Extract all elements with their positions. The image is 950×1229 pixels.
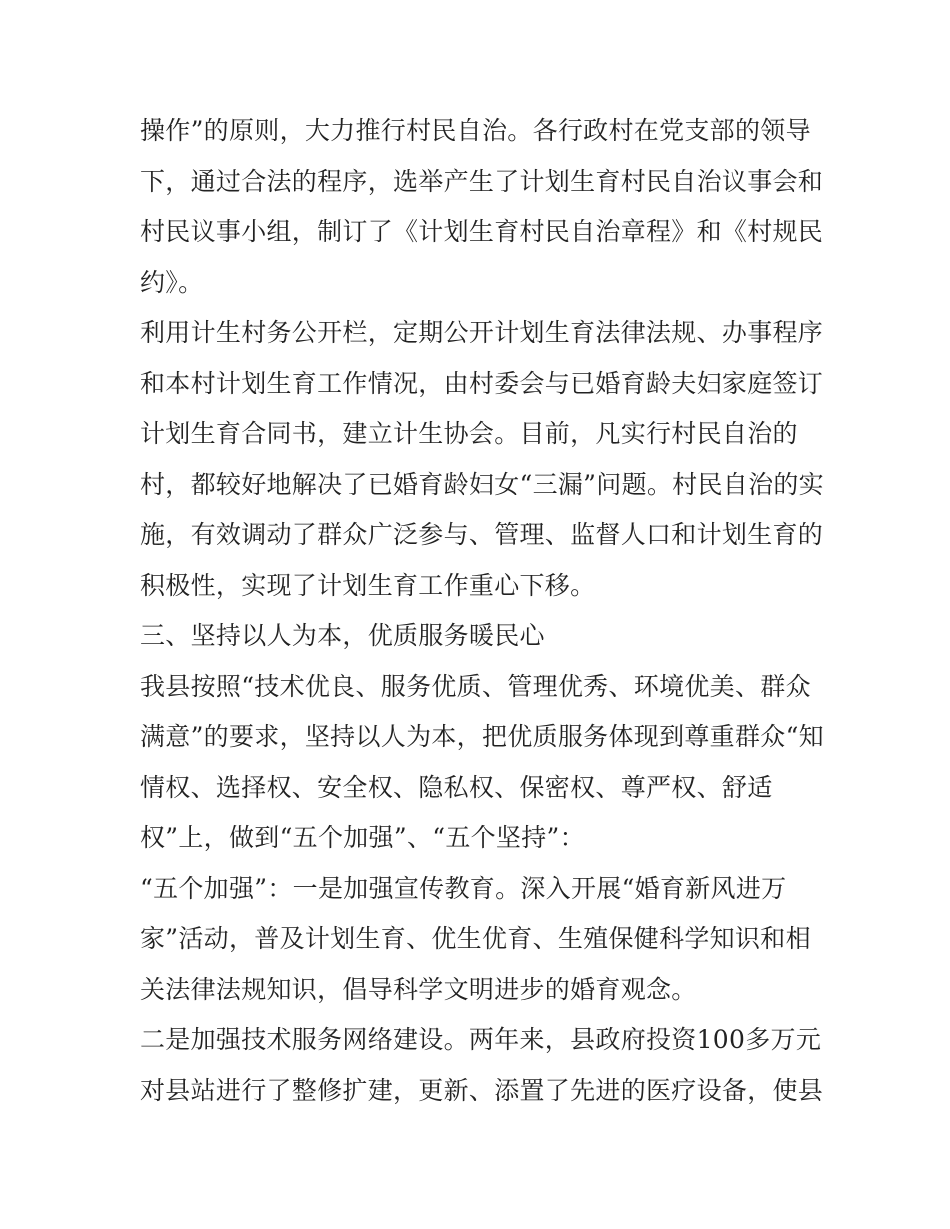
text-line: 二是加强技术服务网络建设。两年来，县政府投资100多万元 xyxy=(140,1025,822,1054)
text-line: 对县站进行了整修扩建，更新、添置了先进的医疗设备，使县 xyxy=(140,1075,824,1105)
text-line: 计划生育合同书，建立计生协会。目前，凡实行村民自治的 xyxy=(140,419,798,448)
text-line: 权”上，做到“五个加强”、“五个坚持”： xyxy=(140,823,585,852)
text-line: 满意”的要求，坚持以人为本，把优质服务体现到尊重群众“知 xyxy=(140,722,824,751)
text-line: 情权、选择权、安全权、隐私权、保密权、尊严权、舒适 xyxy=(140,772,773,802)
text-line: 村，都较好地解决了已婚育龄妇女“三漏”问题。村民自治的实 xyxy=(140,469,824,499)
section-heading: 三、坚持以人为本，优质服务暖民心 xyxy=(140,621,545,650)
text-line: 村民议事小组，制订了《计划生育村民自治章程》和《村规民 xyxy=(140,217,824,246)
text-line: 积极性，实现了计划生育工作重心下移。 xyxy=(140,570,596,600)
text-line: 和本村计划生育工作情况，由村委会与已婚育龄夫妇家庭签订 xyxy=(140,368,824,398)
text-line: 下，通过合法的程序，选举产生了计划生育村民自治议事会和 xyxy=(140,166,824,196)
text-line: 家”活动，普及计划生育、优生优育、生殖保健科学知识和相 xyxy=(140,924,811,953)
text-line: 操作”的原则，大力推行村民自治。各行政村在党支部的领导 xyxy=(140,116,811,145)
text-line: 施，有效调动了群众广泛参与、管理、监督人口和计划生育的 xyxy=(140,520,824,549)
document-body xyxy=(140,106,830,1116)
text-line: “五个加强”：一是加强宣传教育。深入开展“婚育新风进万 xyxy=(140,873,787,903)
text-line: 关法律法规知识，倡导科学文明进步的婚育观念。 xyxy=(140,974,697,1004)
text-line: 约》。 xyxy=(140,267,204,297)
text-line: 利用计生村务公开栏，定期公开计划生育法律法规、办事程序 xyxy=(140,318,824,347)
text-line: 我县按照“技术优良、服务优质、管理优秀、环境优美、群众 xyxy=(140,671,811,701)
